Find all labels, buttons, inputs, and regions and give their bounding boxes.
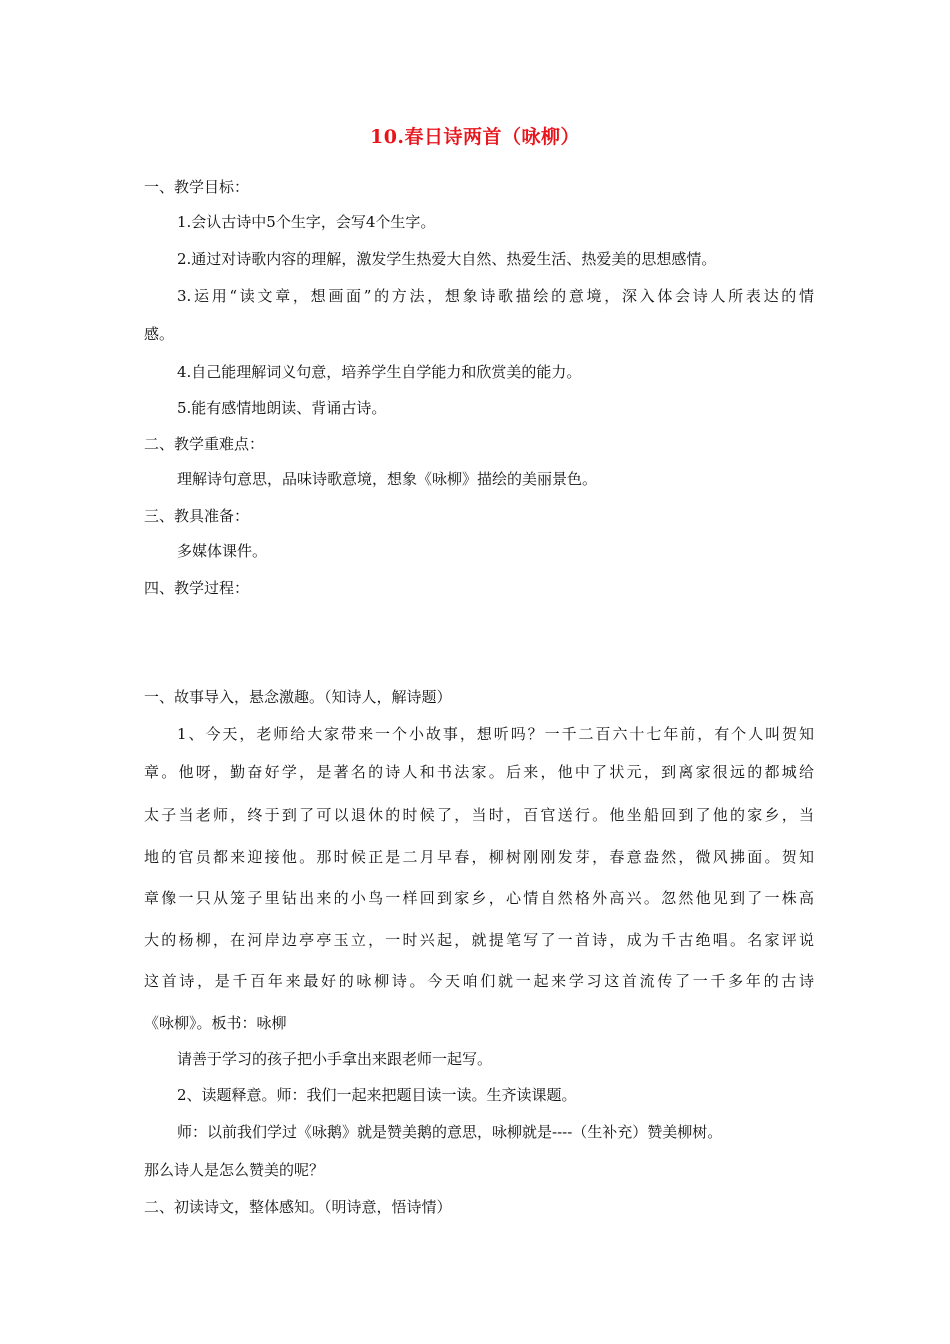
teacher-line-2: 那么诗人是怎么赞美的呢？ [144, 1161, 325, 1179]
story-line-3: 太子当老师，终于到了可以退休的时候了，当时，百官送行。他坐船回到了他的家乡，当 [144, 806, 814, 824]
section-three-content: 多媒体课件。 [177, 542, 268, 560]
objective-2: 2.通过对诗歌内容的理解，激发学生热爱大自然、热爱生活、热爱美的思想感情。 [177, 250, 717, 268]
objective-3-line-2: 感。 [144, 325, 175, 343]
process-step-one-heading: 一、故事导入，悬念激趣。（知诗人，解诗题） [144, 688, 452, 706]
story-line-7: 这首诗，是千百年来最好的咏柳诗。今天咱们就一起来学习这首流传了一千多年的古诗 [144, 972, 814, 990]
section-two-content: 理解诗句意思，品味诗歌意境，想象《咏柳》描绘的美丽景色。 [177, 470, 598, 488]
objective-4: 4.自己能理解词义句意，培养学生自学能力和欣赏美的能力。 [177, 363, 582, 381]
story-line-5: 章像一只从笼子里钻出来的小鸟一样回到家乡，心情自然格外高兴。忽然他见到了一株高 [144, 889, 814, 907]
section-two-heading: 二、教学重难点： [144, 435, 265, 453]
story-line-4: 地的官员都来迎接他。那时候正是二月早春，柳树刚刚发芽，春意盎然，微风拂面。贺知 [144, 848, 814, 866]
section-one-heading: 一、教学目标： [144, 178, 250, 196]
invite-line: 请善于学习的孩子把小手拿出来跟老师一起写。 [177, 1050, 493, 1068]
section-four-heading: 四、教学过程： [144, 579, 250, 597]
objective-1: 1.会认古诗中5个生字，会写4个生字。 [177, 213, 436, 231]
story-line-2: 章。他呀，勤奋好学，是著名的诗人和书法家。后来，他中了状元，到离家很远的都城给 [144, 763, 814, 781]
document-title: 10.春日诗两首（咏柳） [369, 126, 581, 148]
objective-5: 5.能有感情地朗读、背诵古诗。 [177, 399, 387, 417]
process-step-2: 2、读题释意。师：我们一起来把题目读一读。生齐读课题。 [177, 1086, 577, 1104]
objective-3-line-1: 3.运用“读文章，想画面”的方法，想象诗歌描绘的意境，深入体会诗人所表达的情 [177, 287, 814, 305]
story-line-8: 《咏柳》。板书：咏柳 [144, 1014, 287, 1032]
section-three-heading: 三、教具准备： [144, 507, 250, 525]
story-line-6: 大的杨柳，在河岸边亭亭玉立，一时兴起，就提笔写了一首诗，成为千古绝唱。名家评说 [144, 931, 814, 949]
story-line-1: 1、今天，老师给大家带来一个小故事，想听吗？一千二百六十七年前，有个人叫贺知 [177, 725, 814, 743]
process-step-two-heading: 二、初读诗文，整体感知。（明诗意，悟诗情） [144, 1198, 452, 1216]
teacher-line-1: 师：以前我们学过《咏鹅》就是赞美鹅的意思，咏柳就是----（生补充）赞美柳树。 [177, 1123, 723, 1141]
